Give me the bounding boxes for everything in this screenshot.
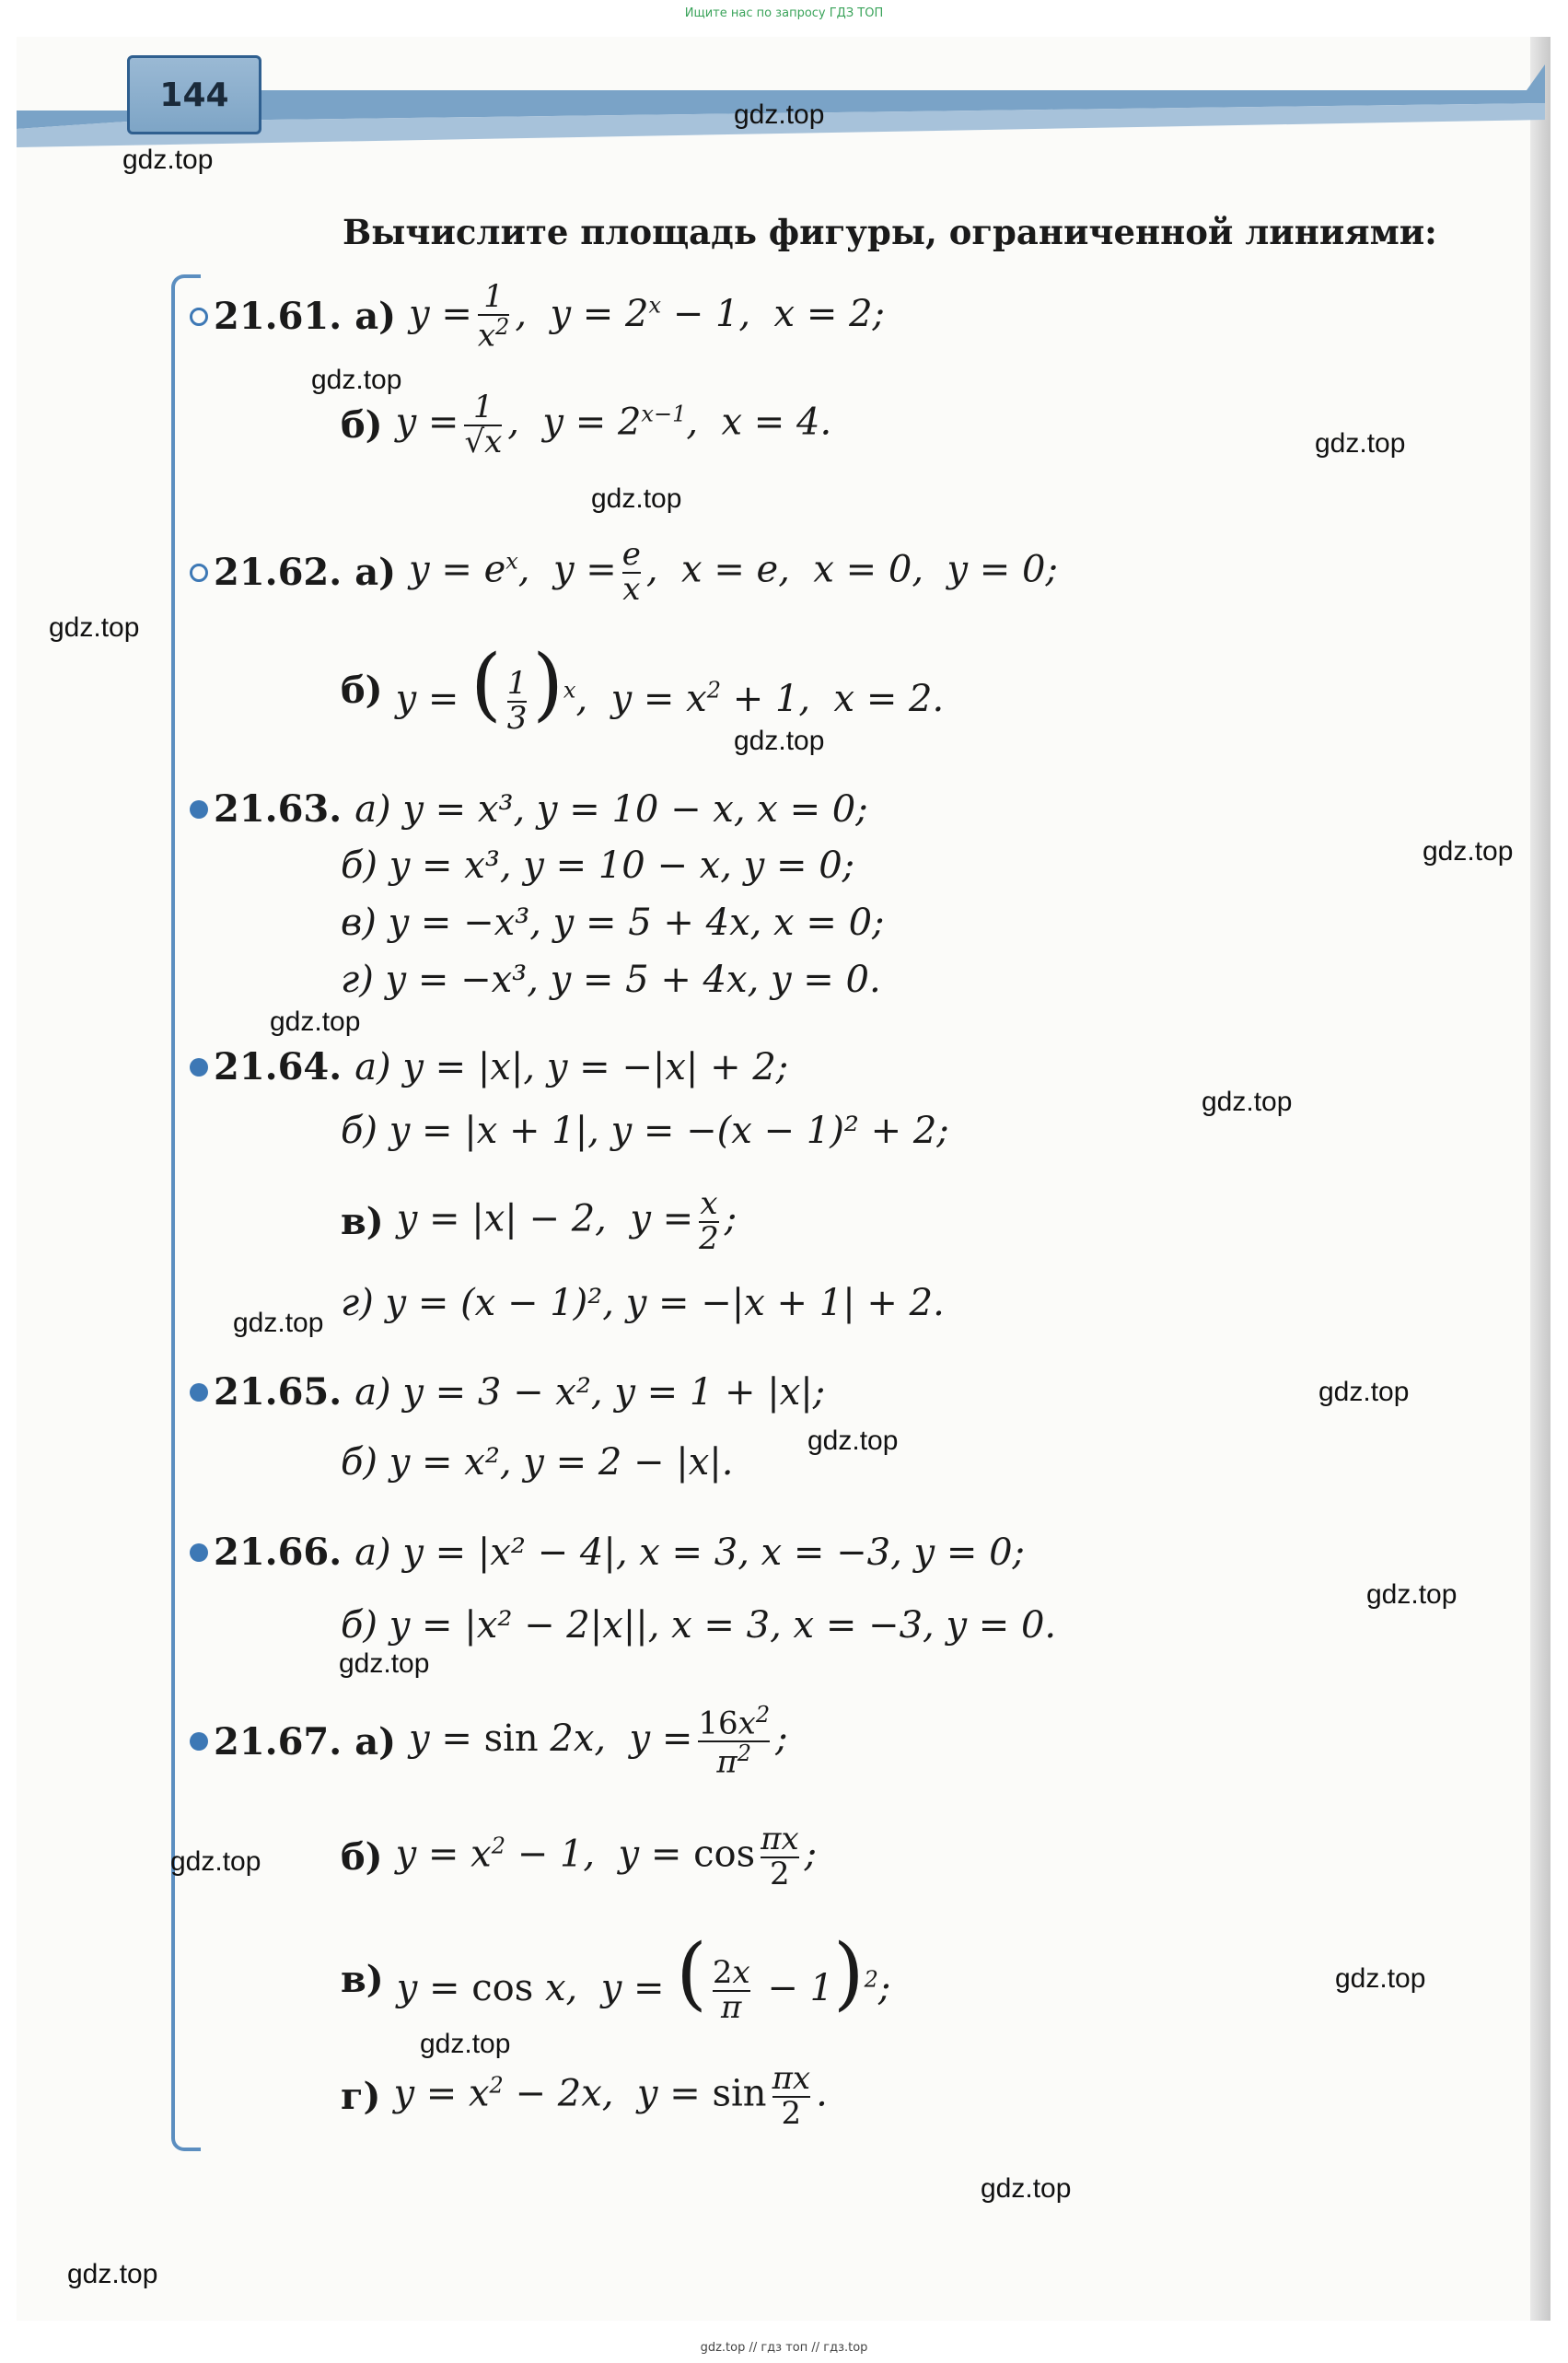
filled-circle-icon — [190, 1543, 208, 1562]
filled-circle-icon — [190, 1732, 208, 1751]
watermark: gdz.top — [734, 99, 825, 130]
page-edge — [1530, 37, 1551, 2321]
watermark: gdz.top — [339, 1648, 430, 1679]
watermark: gdz.top — [49, 612, 140, 643]
page-number: 144 — [127, 55, 261, 134]
problem-21-67-a: 21.67. а) y = sin 2x, y = $\frac{16x^2}{\pi^2}$ ; — [190, 1704, 788, 1779]
filled-circle-icon — [190, 1058, 208, 1077]
watermark: gdz.top — [122, 145, 214, 175]
watermark: gdz.top — [981, 2173, 1072, 2204]
problem-number: 21.62. — [214, 551, 343, 595]
watermark: gdz.top — [1335, 1963, 1426, 1994]
watermark: gdz.top — [734, 726, 825, 756]
problem-21-67-b: б) $y = x^2 - 1$, y = cos $\frac{\pi x}{2}$ ; — [341, 1821, 818, 1892]
problem-21-67-c: в) y = cos x, y = ( $\frac{2x}{\pi}$ − 1)$^2$; — [341, 1927, 891, 2026]
problem-21-63-d: г) y = −x³, y = 5 + 4x, y = 0. — [341, 959, 881, 1001]
watermark: gdz.top — [270, 1007, 361, 1037]
watermark: gdz.top — [807, 1426, 899, 1456]
watermark: gdz.top — [1315, 428, 1406, 459]
open-circle-icon — [190, 564, 208, 582]
problem-number: 21.61. — [214, 295, 343, 339]
page-heading: Вычислите площадь фигуры, ограниченной линиями: — [343, 212, 1437, 252]
watermark: gdz.top — [311, 365, 402, 395]
watermark: gdz.top — [1202, 1087, 1293, 1117]
problem-21-66-a: 21.66. а) y = |x² − 4|, x = 3, x = −3, y = 0; — [190, 1531, 1025, 1574]
problem-number: 21.67. — [214, 1719, 343, 1764]
problem-21-63-b: б) y = x³, y = 10 − x, y = 0; — [341, 844, 855, 887]
watermark: gdz.top — [1366, 1579, 1458, 1610]
filled-circle-icon — [190, 800, 208, 819]
problem-number: 21.64. — [214, 1045, 343, 1088]
watermark: gdz.top — [1423, 836, 1514, 867]
problem-21-66-b: б) y = |x² − 2|x||, x = 3, x = −3, y = 0. — [341, 1604, 1057, 1647]
problem-number: 21.65. — [214, 1370, 343, 1414]
problem-21-61-a: 21.61. а) y = $\frac{1}{x^2}$ , $y = 2^x - 1$, x = 2; — [190, 281, 885, 353]
problem-21-64-a: 21.64. а) y = |x|, y = −|x| + 2; — [190, 1045, 788, 1088]
watermark: gdz.top — [420, 2029, 511, 2059]
problem-21-61-b: б) y = $\frac{1}{√x}$ , $y = 2^{x-1}$, x = 4. — [341, 389, 832, 460]
problem-21-64-c: в) y = |x| − 2, y = $\frac{x}{2}$ ; — [341, 1185, 738, 1257]
problem-number: 21.63. — [214, 787, 343, 831]
problem-number: 21.66. — [214, 1531, 343, 1574]
problem-21-64-b: б) y = |x + 1|, y = −(x − 1)² + 2; — [341, 1110, 949, 1152]
problem-21-62-b: б) y = ( $\frac{1}{3}$ )$^x$, $y = x^2 + 1$, x = 2. — [341, 638, 945, 737]
problem-21-63-c: в) y = −x³, y = 5 + 4x, x = 0; — [341, 902, 885, 944]
problem-21-64-d: г) y = (x − 1)², y = −|x + 1| + 2. — [341, 1282, 945, 1324]
problem-21-62-a: 21.62. а) $y = e^x$, y = $\frac{e}{x}$ , x = e, x = 0, y = 0; — [190, 539, 1058, 606]
problem-21-63-a: 21.63. а) y = x³, y = 10 − x, x = 0; — [190, 787, 868, 831]
watermark: gdz.top — [67, 2259, 158, 2289]
watermark: gdz.top — [591, 483, 682, 514]
top-banner: Ищите нас по запросу ГДЗ ТОП — [684, 6, 884, 20]
watermark: gdz.top — [1318, 1377, 1410, 1407]
watermark: gdz.top — [170, 1846, 261, 1877]
problem-21-65-b: б) y = x², y = 2 − |x|. — [341, 1441, 734, 1484]
problem-21-65-a: 21.65. а) y = 3 − x², y = 1 + |x|; — [190, 1370, 825, 1414]
bottom-banner: gdz.top // гдз топ // гдз.top — [700, 2341, 868, 2355]
problem-21-67-d: г) $y = x^2 - 2x$, y = sin $\frac{\pi x}{2}$ . — [341, 2060, 828, 2132]
open-circle-icon — [190, 308, 208, 326]
watermark: gdz.top — [233, 1308, 324, 1338]
filled-circle-icon — [190, 1383, 208, 1402]
